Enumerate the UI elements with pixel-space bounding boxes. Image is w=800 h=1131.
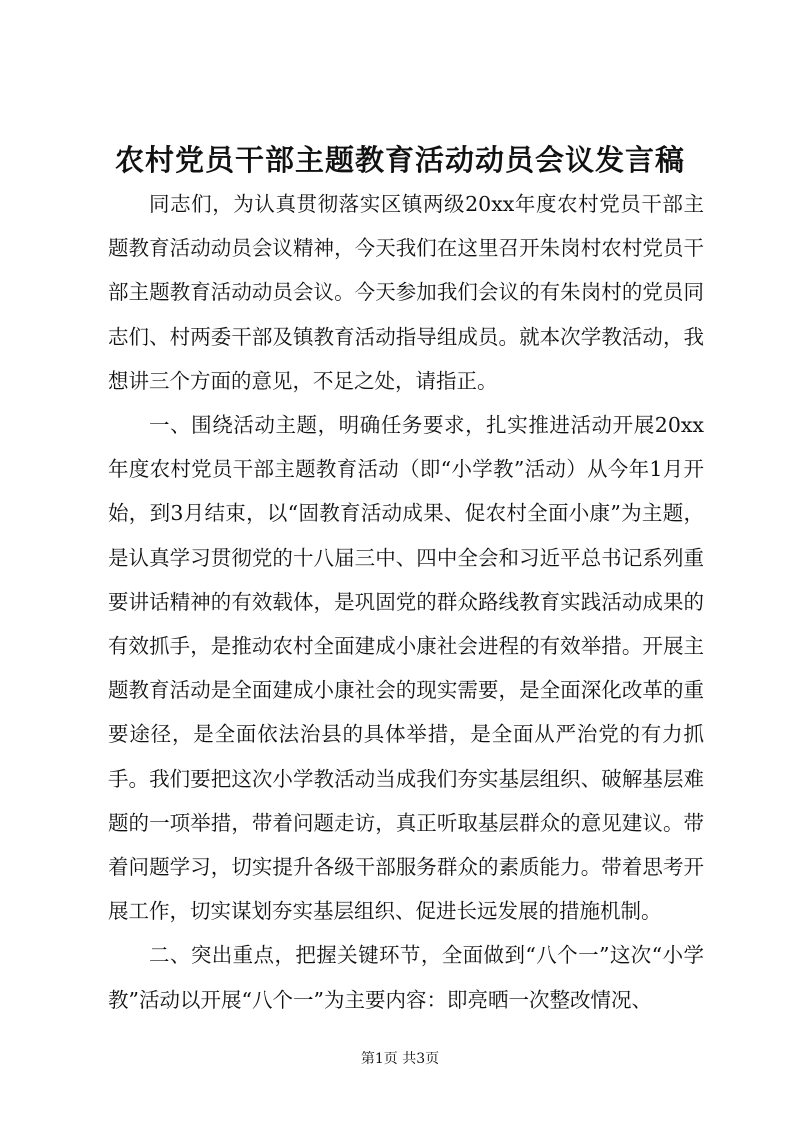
paragraph-opening: 同志们，为认真贯彻落实区镇两级20xx年度农村党员干部主题教育活动动员会议精神，今天我们在这里召开朱岗村农村党员干部主题教育活动动员会议。今天参加我们会议的有朱岗村的党员同志们、村两委干部及镇教育活动指导组成员。就本次学教活动，我想讲三个方面的意见，不足之处，请指正。 (108, 192, 704, 393)
page-footer: 第1页 共3页 (360, 1051, 440, 1067)
document-body (108, 182, 704, 1022)
paragraph-section-one: 一、围绕活动主题，明确任务要求，扎实推进活动开展20xx年度农村党员干部主题教育活动（即“小学教”活动）从今年1月开始，到3月结束，以“固教育活动成果、促农村全面小康”为主题，是认真学习贯彻党的十八届三中、四中全会和习近平总书记系列重要讲话精神的有效载体，是巩固党的群众路线教育实践活动成果的有效抓手，是推动农村全面建成小康社会进程的有效举措。开展主题教育活动是全面建成小康社会的现实需要，是全面深化改革的重要途径，是全面依法治县的具体举措，是全面从严治党的有力抓手。我们要把这次小学教活动当成我们夯实基层组织、破解基层难题的一项举措，带着问题走访，真正听取基层群众的意见建议。带着问题学习，切实提升各级干部服务群众的素质能力。带着思考开展工作，切实谋划夯实基层组织、促进长远发展的措施机制。 (108, 413, 704, 924)
document-title: 农村党员干部主题教育活动动员会议发言稿 (114, 143, 685, 177)
paragraph-section-two: 二、突出重点，把握关键环节，全面做到“八个一”这次“小学教”活动以开展“八个一”为主要内容：即亮晒一次整改情况、 (108, 943, 704, 1012)
